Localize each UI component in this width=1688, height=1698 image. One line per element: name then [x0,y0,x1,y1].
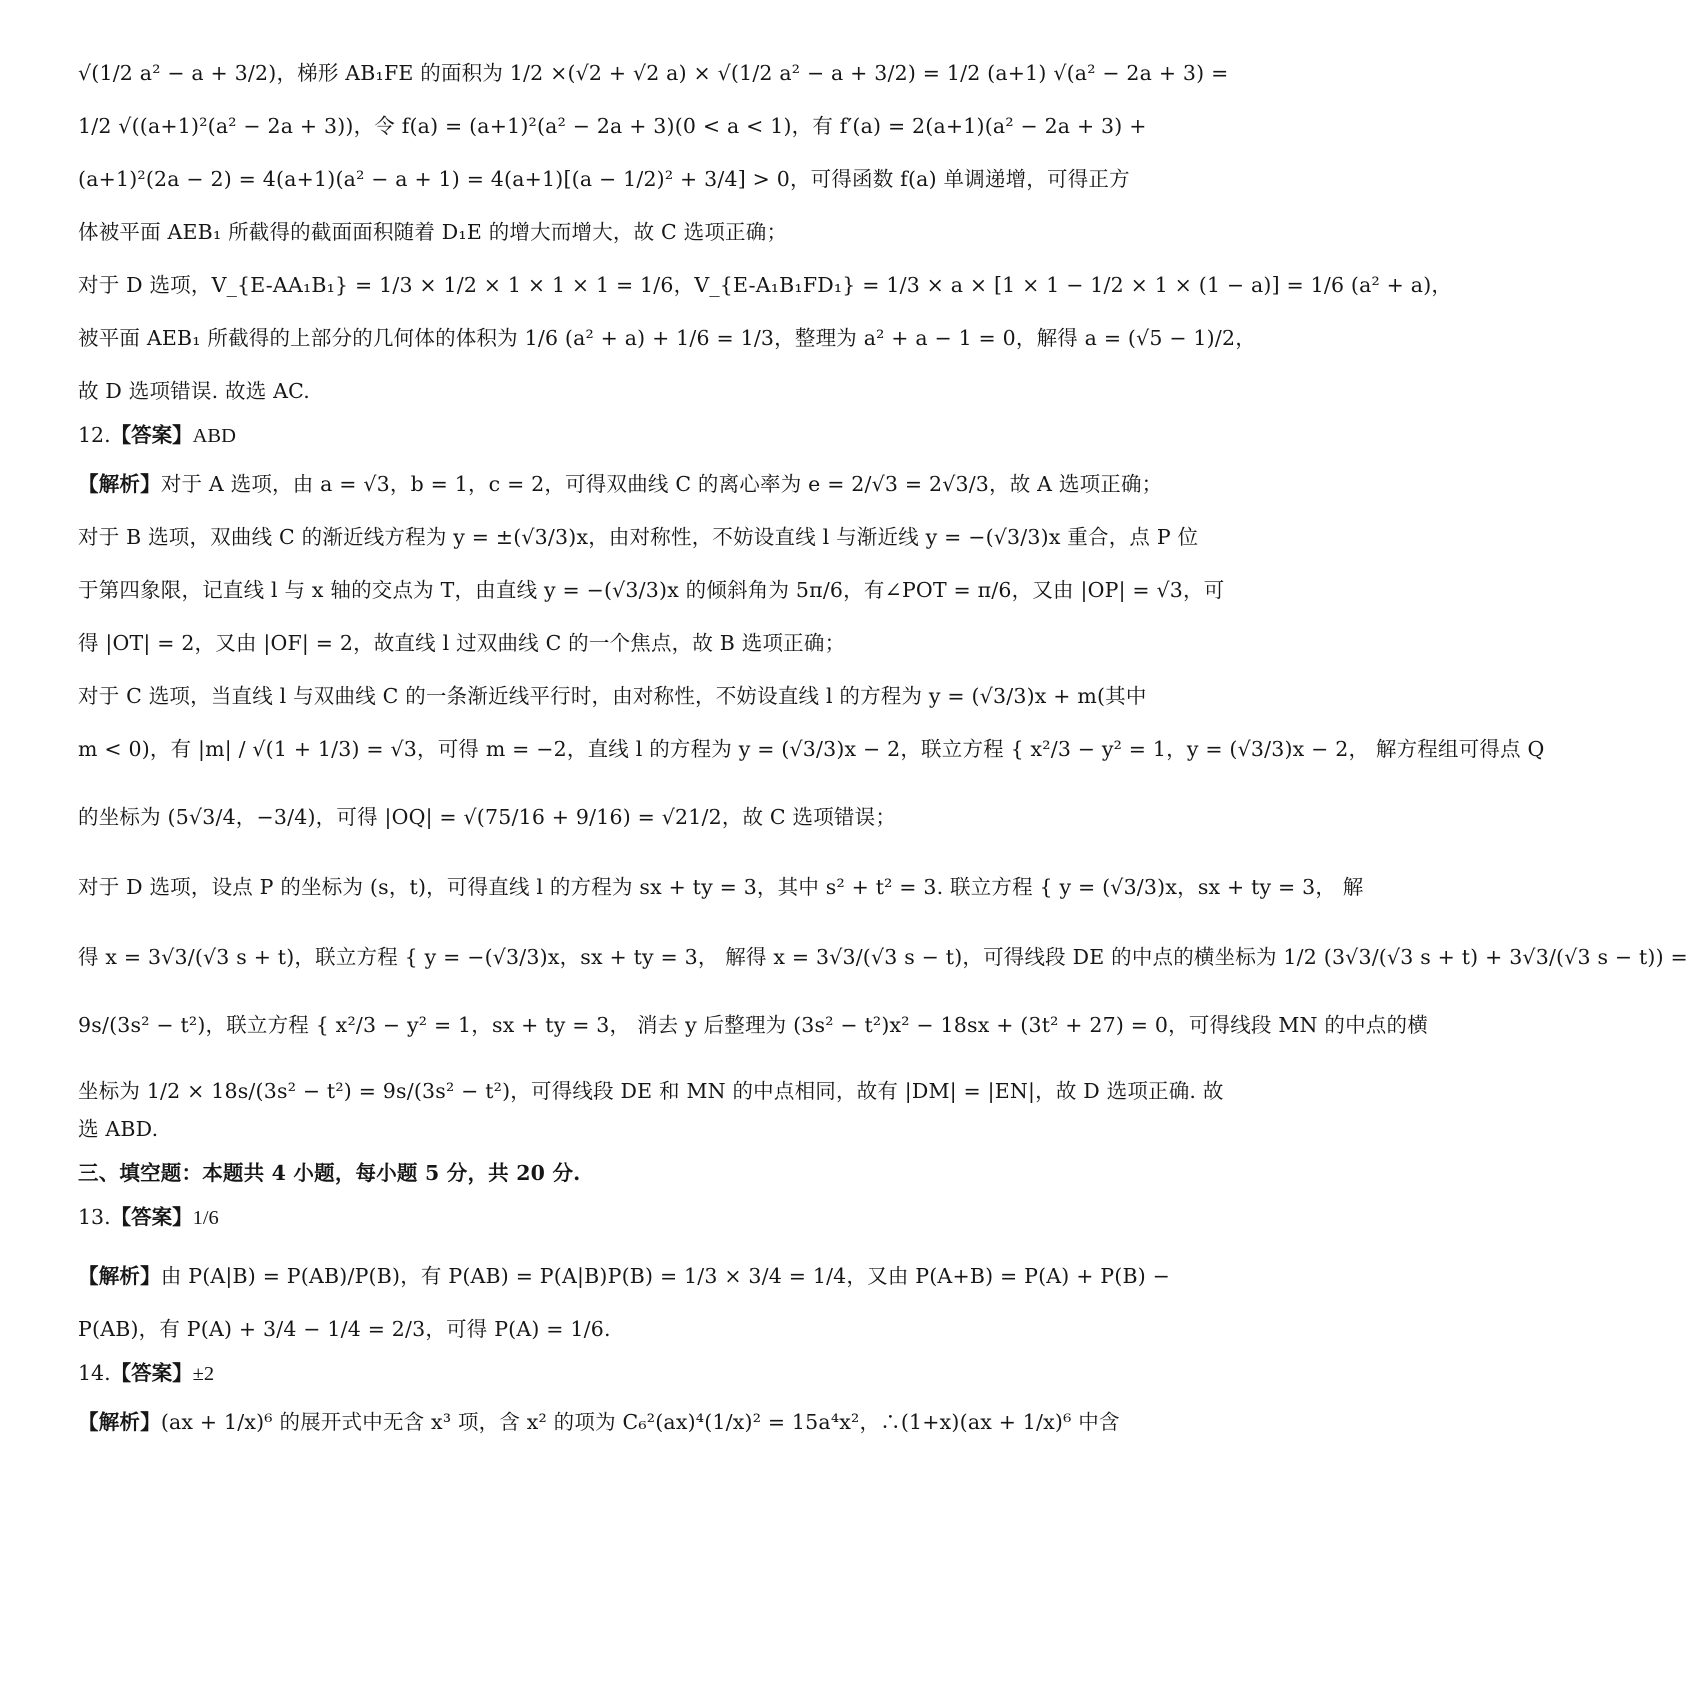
q14-answer-tag: 【答案】 [110,1361,193,1385]
q12-line: 坐标为 1/2 × 18s/(3s² − t²) = 9s/(3s² − t²)，可得线段 DE 和 MN 的中点相同，故有 |DM| = |EN|，故 D 选项正确. 故 [78,1079,1224,1103]
q13-analysis [78,1261,1171,1291]
q12-answer [78,420,1138,451]
q12-line: 对于 A 选项，由 a = √3，b = 1，c = 2，可得双曲线 C 的离心率为 e = 2/√3 = 2√3/3，故 A 选项正确； [160,472,1163,496]
q13-analysis-tag: 【解析】 [78,1264,161,1288]
q12-answer-tag: 【答案】 [110,423,193,447]
q13-number: 13. [78,1205,111,1229]
q12-line: 选 ABD. [78,1117,159,1141]
q12-line: 于第四象限，记直线 l 与 x 轴的交点为 T，由直线 y = −(√3/3)x 的倾斜角为 5π/6，有∠POT = π/6，又由 |OP| = √3，可 [78,578,1225,602]
q13-answer-tag: 【答案】 [110,1205,193,1229]
text-line-4: 体被平面 AEB₁ 所截得的截面面积随着 D₁E 的增大而增大，故 C 选项正确； [78,220,788,244]
text-line-2: 1/2 √((a+1)²(a² − 2a + 3))，令 f(a) = (a+1)²(a² − 2a + 3)(0 < a < 1)，有 f′(a) = 2(a+1)(a² − 2a + 3) + [78,114,1147,138]
q14-answer-value: ±2 [192,1363,215,1385]
q12-line: 9s/(3s² − t²)，联立方程 { x²/3 − y² = 1，sx + ty = 3， 消去 y 后整理为 (3s² − t²)x² − 18sx + (3t² + 27) = 0，可得线段 MN 的中点的横 [78,1013,1428,1037]
q12-line: 得 |OT| = 2，又由 |OF| = 2，故直线 l 过双曲线 C 的一个焦点，故 B 选项正确； [78,631,846,655]
q12-number: 12. [78,423,111,447]
q12-line: 对于 C 选项，当直线 l 与双曲线 C 的一条渐近线平行时，由对称性，不妨设直线 l 的方程为 y = (√3/3)x + m(其中 [78,684,1147,708]
text-line-7: 故 D 选项错误. 故选 AC. [78,379,310,403]
text-line-6: 被平面 AEB₁ 所截得的上部分的几何体的体积为 1/6 (a² + a) + 1/6 = 1/3，整理为 a² + a − 1 = 0，解得 a = (√5 − 1)/2， [78,326,1256,350]
q12-answer-value: ABD [192,425,236,447]
text-line-5: 对于 D 选项，V_{E-AA₁B₁} = 1/3 × 1/2 × 1 × 1 × 1 = 1/6，V_{E-A₁B₁FD₁} = 1/3 × a × [1 × 1 − 1/2 × 1 × (1 − a)] = 1/6 (a² + a)， [78,273,1453,297]
q12-line: m < 0)，有 |m| / √(1 + 1/3) = √3，可得 m = −2，直线 l 的方程为 y = (√3/3)x − 2，联立方程 { x²/3 − y² = 1，y = (√3/3)x − 2， 解方程组可得点 Q [78,737,1545,761]
q13-line: P(AB)，有 P(A) + 3/4 − 1/4 = 2/3，可得 P(A) = 1/6. [78,1317,611,1341]
section-heading: 三、填空题：本题共 4 小题，每小题 5 分，共 20 分. [78,1161,581,1185]
q14-line: (ax + 1/x)⁶ 的展开式中无含 x³ 项，含 x² 的项为 C₆²(ax)⁴(1/x)² = 15a⁴x²，∴(1+x)(ax + 1/x)⁶ 中含 [160,1410,1120,1434]
q13-line: 由 P(A|B) = P(AB)/P(B)，有 P(AB) = P(A|B)P(B) = 1/3 × 3/4 = 1/4，又由 P(A+B) = P(A) + P(B) − [160,1264,1171,1288]
q13-answer-value: 1/6 [192,1207,219,1229]
document-page [78,58,1688,1460]
q12-line: 对于 B 选项，双曲线 C 的渐近线方程为 y = ±(√3/3)x，由对称性，不妨设直线 l 与渐近线 y = −(√3/3)x 重合，点 P 位 [78,525,1199,549]
q12-analysis-tag: 【解析】 [78,472,161,496]
q14-number: 14. [78,1361,111,1385]
q12-line: 的坐标为 (5√3/4，−3/4)，可得 |OQ| = √(75/16 + 9/16) = √21/2，故 C 选项错误； [78,805,897,829]
q14-analysis-tag: 【解析】 [78,1410,161,1434]
q12-line: 得 x = 3√3/(√3 s + t)，联立方程 { y = −(√3/3)x，sx + ty = 3， 解得 x = 3√3/(√3 s − t)，可得线段 DE 的中点的横坐标为 1/2 (3√3/(√3 s + t) + 3√3/(√3 s − t)) = [78,945,1688,969]
q13-answer [78,1202,1138,1233]
text-line-3: (a+1)²(2a − 2) = 4(a+1)(a² − a + 1) = 4(a+1)[(a − 1/2)² + 3/4] > 0，可得函数 f(a) 单调递增，可得正方 [78,167,1130,191]
text-line-1: √(1/2 a² − a + 3/2)，梯形 AB₁FE 的面积为 1/2 ×(√2 + √2 a) × √(1/2 a² − a + 3/2) = 1/2 (a+1) √(a² − 2a + 3) = [78,61,1229,85]
q14-analysis [78,1407,1138,1437]
q12-line: 对于 D 选项，设点 P 的坐标为 (s，t)，可得直线 l 的方程为 sx + ty = 3，其中 s² + t² = 3. 联立方程 { y = (√3/3)x，sx + ty = 3， 解 [78,875,1364,899]
q12-analysis-a [78,469,1163,499]
q14-answer [78,1358,1138,1389]
